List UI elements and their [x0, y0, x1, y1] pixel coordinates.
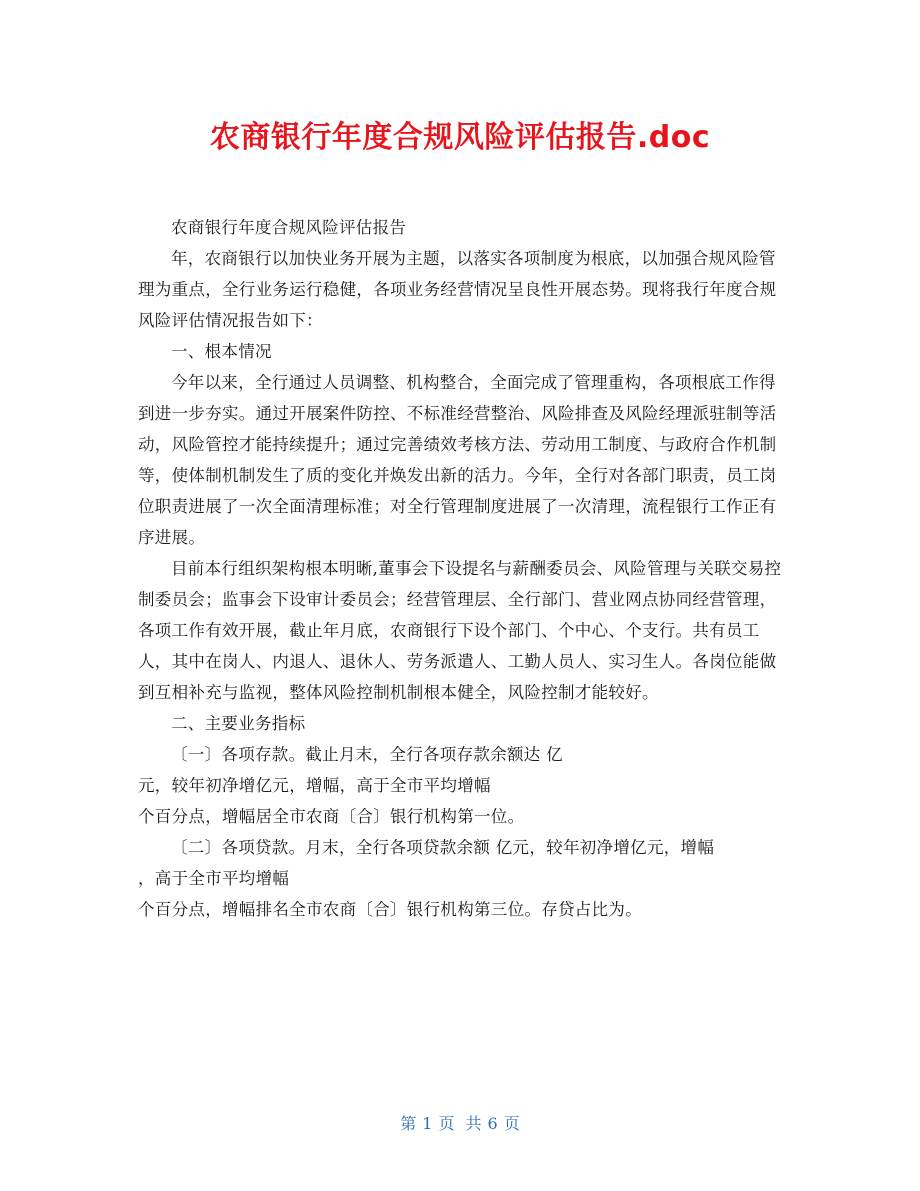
- document-title: 农商银行年度合规风险评估报告.doc: [209, 120, 711, 155]
- footer-label-page: 第: [400, 1114, 417, 1133]
- footer-label-end: 页: [503, 1114, 520, 1133]
- basic-paragraph-2: 目前本行组织架构根本明晰,董事会下设提名与薪酬委员会、风险管理与关联交易控制委员会；监事会下设审计委员会；经营管理层、全行部门、营业网点协同经营管理，各项工作有效开展，截止年月底，农商银行下设个部门、个中心、个支行。共有员工人，其中在岗人、内退人、退休人、劳务派遣人、工勤人员人、实习生人。各岗位能做到互相补充与监视，整体风险控制机制根本健全，风险控制才能较好。: [138, 559, 782, 702]
- deposits-line-1: 〔一〕各项存款。截止月末，全行各项存款余额达 亿: [171, 745, 563, 764]
- document-body: [138, 212, 788, 925]
- loans-line-2: ，高于全市平均增幅: [138, 869, 290, 888]
- report-heading: 农商银行年度合规风险评估报告: [171, 218, 407, 237]
- footer-total-pages: 6: [487, 1114, 498, 1133]
- loans-line-1: 〔二〕各项贷款。月末，全行各项贷款余额 亿元，较年初净增亿元，增幅: [171, 838, 715, 857]
- footer-label-of: 页 共: [438, 1114, 482, 1133]
- page-footer: [0, 1112, 920, 1136]
- deposits-line-2: 元，较年初净增亿元，增幅，高于全市平均增幅: [138, 776, 491, 795]
- section-heading-basic: 一、根本情况: [171, 342, 272, 361]
- intro-paragraph: 年，农商银行以加快业务开展为主题，以落实各项制度为根底，以加强合规风险管理为重点，全行业务运行稳健，各项业务经营情况呈良性开展态势。现将我行年度合规风险评估情况报告如下：: [138, 249, 777, 330]
- deposits-line-3: 个百分点，增幅居全市农商〔合〕银行机构第一位。: [138, 807, 525, 826]
- footer-current-page: 1: [422, 1114, 433, 1133]
- basic-paragraph-1: 今年以来，全行通过人员调整、机构整合，全面完成了管理重构，各项根底工作得到进一步夯实。通过开展案件防控、不标准经营整治、风险排查及风险经理派驻制等活动，风险管控才能持续提升；通过完善绩效考核方法、劳动用工制度、与政府合作机制等，使体制机制发生了质的变化并焕发出新的活力。今年，全行对各部门职责，员工岗位职责进展了一次全面清理标准；对全行管理制度进展了一次清理，流程银行工作正有序进展。: [138, 373, 777, 547]
- loans-line-3: 个百分点，增幅排名全市农商〔合〕银行机构第三位。存贷占比为。: [138, 900, 642, 919]
- section-heading-indicators: 二、主要业务指标: [171, 714, 306, 733]
